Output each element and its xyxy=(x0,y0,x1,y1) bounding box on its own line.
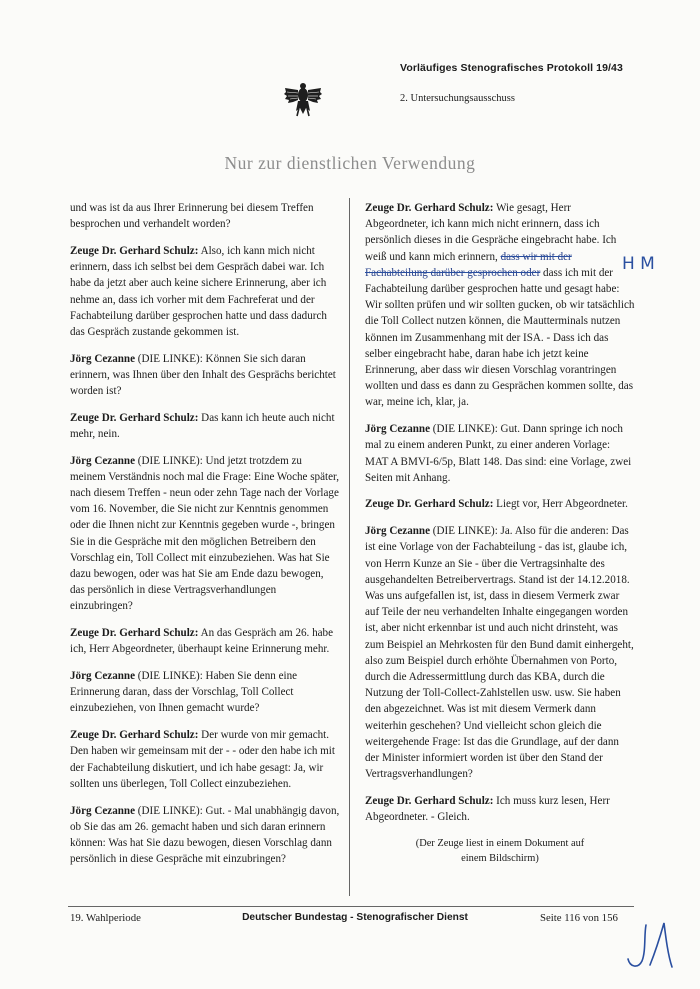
footer-institution: Deutscher Bundestag - Stenografischer Dienst xyxy=(242,912,468,923)
paragraph xyxy=(70,200,340,232)
footer-period: 19. Wahlperiode xyxy=(70,912,141,924)
paragraph xyxy=(70,803,340,868)
protocol-title: Vorläufiges Stenografisches Protokoll 19/43 xyxy=(400,62,623,74)
paragraph xyxy=(70,625,340,657)
paragraph-text: (DIE LINKE): Und jetzt trotzdem zu meinem Verständnis noch mal die Frage: Eine Woche später, nach diesem Treffen - neun oder zehn Tage nach der Vorlage vom 16. November, die Sie nicht zur Kenntnis genommen oder die Ihnen nicht zur Kenntnis gegeben wurde -, bringen Sie in die Gespräche mit den möglichen Betreibern den Vorschlag ein, Toll Collect mit einzubeziehen. Was hat Sie dazu bewogen, oder was hat Sie am Ende dazu bewogen, das persönlich in diese Vertragsverhandlungen einzubringen? xyxy=(70,454,340,613)
paragraph xyxy=(365,523,635,782)
paragraph-text: Das kann ich heute auch nicht mehr, nein. xyxy=(70,411,335,440)
paragraph-text: An das Gespräch am 26. habe ich, Herr Abgeordneter, überhaupt keine Erinnerung mehr. xyxy=(70,627,334,656)
speaker-name: Zeuge Dr. Gerhard Schulz: xyxy=(70,411,199,424)
speaker-name: Jörg Cezanne xyxy=(70,804,136,817)
speaker-name: Zeuge Dr. Gerhard Schulz: xyxy=(365,498,494,511)
speaker-name: Zeuge Dr. Gerhard Schulz: xyxy=(70,729,199,742)
speaker-name: Jörg Cezanne xyxy=(70,454,136,467)
handwritten-initials: H M xyxy=(622,254,655,274)
paragraph-text: (DIE LINKE): Gut. Dann springe ich noch mal zu einem anderen Punkt, zu einer anderen Vorlage: MAT A BMVI-6/5p, Blatt 148. Das sind: eine Vorlage, zwei Seiten mit Anhang. xyxy=(365,423,632,484)
speaker-name: Jörg Cezanne xyxy=(70,670,136,683)
paragraph xyxy=(365,421,635,486)
speaker-name: Zeuge Dr. Gerhard Schulz: xyxy=(70,244,199,257)
watermark-text: Nur zur dienstlichen Verwendung xyxy=(224,153,476,173)
paragraph-text: dass ich mit der Fachabteilung darüber gesprochen hatte und gesagt habe: Wir sollten prüfen und wir sollten gucken, ob wir tatsächlich die Toll Collect nutzen können, die Mautterminals nutzen können im Zusammenhang mit der ISA. - Dass ich das selber eingebracht habe, daran habe ich jetzt keine Erinnerung, aber dass wir diesen Vorschlag vorantringen wollten und dass es dann zu Gesprächen kommen sollte, das war, meine ich, klar, ja. xyxy=(365,266,635,409)
paragraph xyxy=(70,668,340,717)
paragraph xyxy=(365,496,635,512)
paragraph-text: (DIE LINKE): Gut. - Mal unabhängig davon, ob Sie das am 26. gemacht haben und sich daran erinnern können: Was hat Sie dazu bewogen, diesen Vorschlag dann persönlich in diese Gespräche mit einzubringen? xyxy=(70,804,340,866)
paragraph-text: Der wurde von mir gemacht. Den haben wir gemeinsam mit der - - oder den habe ich mit der Fachabteilung diskutiert, und ich habe gesagt: Ja, wir sollten uns überlegen, Toll Collect einzubeziehen. xyxy=(70,729,335,790)
speaker-name: Zeuge Dr. Gerhard Schulz: xyxy=(365,794,494,807)
paragraph-text: (DIE LINKE): Können Sie sich daran erinnern, was Ihnen über den Inhalt des Gesprächs berichtet worden ist? xyxy=(70,352,336,398)
right-column xyxy=(365,200,635,866)
page-number: Seite 116 von 156 xyxy=(540,912,618,924)
paragraph xyxy=(70,727,340,792)
paragraph-text: Also, ich kann mich nicht erinnern, dass ich selbst bei dem Gespräch dabei war. Ich habe da jetzt aber auch keine sichere Erinnerung, aber ich nehme an, dass ich vorher mit dem Fachreferat und der Fachabteilung darüber gesprochen hatte und dass dadurch das Gespräch zustande gekommen ist. xyxy=(70,244,327,338)
speaker-name: Zeuge Dr. Gerhard Schulz: xyxy=(365,202,494,214)
speaker-name: Zeuge Dr. Gerhard Schulz: xyxy=(70,627,199,640)
column-divider xyxy=(349,198,350,896)
paragraph-text: Wie gesagt, Herr Abgeordneter, ich kann mich nicht erinnern, dass ich persönlich dieses in die Gespräche eingebracht habe. Ich weiß und kann mich erinnern, xyxy=(365,202,617,263)
paragraph xyxy=(365,200,635,411)
paragraph xyxy=(70,351,340,400)
committee-name: 2. Untersuchungsausschuss xyxy=(400,93,515,104)
struck-text: dass wir mit der Fachabteilung darüber gesprochen oder xyxy=(365,250,572,279)
speaker-name: Jörg Cezanne xyxy=(365,525,431,538)
bundesadler-icon xyxy=(283,78,323,118)
paragraph xyxy=(70,453,340,615)
paragraph-text: (DIE LINKE): Ja. Also für die anderen: Das ist eine Vorlage von der Fachabteilung - das ist, glaube ich, von Herrn Kunze an Sie - über die Vertragsinhalte des ausgehandelten Betreibervertrags. Stand ist der 14.12.2018. Was uns aufgefallen ist, ist, dass in diesem Vermerk zwar auf Teile der neu verhandelten Inhalte eingegangen worden ist, aber nicht erkennbar ist und auch nicht drinsteht, was zum Beispiel an Mehrkosten für den Bund damit einhergeht, also zum Beispiel durch erhöhte Übernahmen von Porto, durch die Adressermittlung durch das KBA, durch die Nutzung der Toll-Collect-Zahlstellen usw. usw. Sie haben den abgezeichnet. Was ist mit diesem Vermerk dann weiterhin geschehen? Und vielleicht schon gleich die weitergehende Frage: Ist das die Grundlage, auf der dann der Minister informiert worden ist über den Stand der Vertragsverhandlungen? xyxy=(365,525,634,781)
paragraph-text: (DIE LINKE): Haben Sie denn eine Erinnerung daran, dass der Vorschlag, Toll Collect einzubeziehen, von Ihnen gemacht wurde? xyxy=(70,670,298,715)
paragraph-text: und was ist da aus Ihrer Erinnerung bei diesem Treffen besprochen und verhandelt worden? xyxy=(70,202,314,231)
signature-icon xyxy=(620,915,680,975)
speaker-name: Jörg Cezanne xyxy=(365,423,431,436)
paragraph-text: Liegt vor, Herr Abgeordneter. xyxy=(493,498,628,511)
paragraph-text: Ich muss kurz lesen, Herr Abgeordneter. - Gleich. xyxy=(365,794,610,824)
left-column xyxy=(70,200,340,878)
stage-direction: (Der Zeuge liest in einem Dokument auf einem Bildschirm) xyxy=(415,838,585,864)
paragraph xyxy=(70,243,340,340)
paragraph xyxy=(365,793,635,825)
footer-rule xyxy=(68,906,634,907)
paragraph xyxy=(70,410,340,442)
speaker-name: Jörg Cezanne xyxy=(70,352,136,365)
